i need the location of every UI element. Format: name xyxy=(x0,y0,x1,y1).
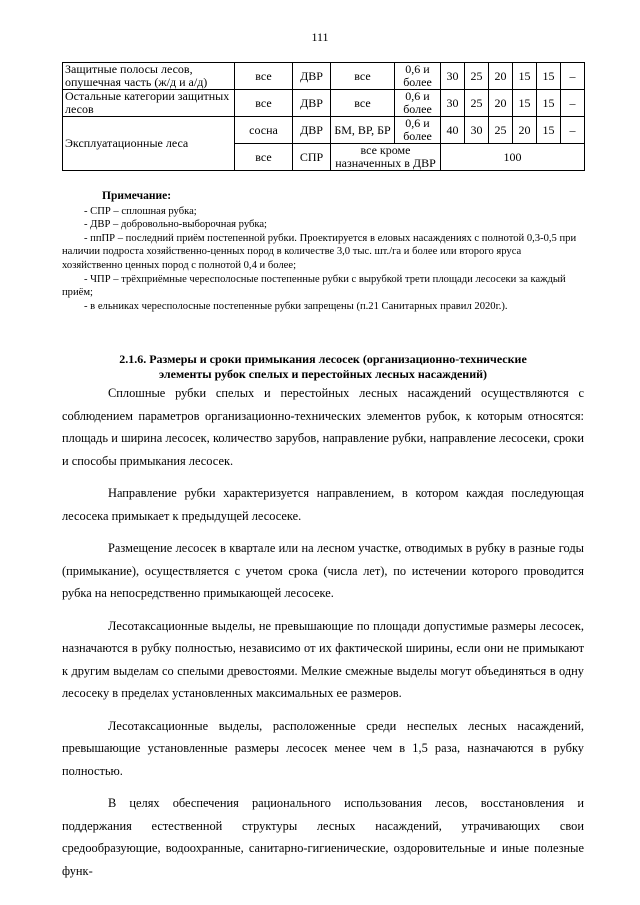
species-cell: все xyxy=(235,63,293,90)
note-item: - ЧПР – трёхприёмные чересполосные постепенные рубки с вырубкой трети площади лесосеки за каждый приём; xyxy=(62,273,566,299)
intensity-cell: 0,6 и более xyxy=(395,63,441,90)
value-cell: 40 xyxy=(441,117,465,144)
value-cell: – xyxy=(561,63,585,90)
value-cell: 25 xyxy=(465,90,489,117)
cut-type-cell: СПР xyxy=(293,144,331,171)
intensity-cell: 0,6 и более xyxy=(395,117,441,144)
species-cell: все xyxy=(235,90,293,117)
cut-type-cell: ДВР xyxy=(293,63,331,90)
value-cell: 30 xyxy=(441,90,465,117)
note-item: - ДВР – добровольно-выборочная рубка; xyxy=(84,219,268,231)
value-cell: 15 xyxy=(513,63,537,90)
value-cell: 15 xyxy=(537,63,561,90)
value-cell: 20 xyxy=(513,117,537,144)
trees-cell: все xyxy=(331,63,395,90)
value-cell: 20 xyxy=(489,63,513,90)
category-cell: Эксплуатационные леса xyxy=(63,117,235,171)
paragraph: Лесотаксационные выделы, не превышающие по площади допустимые размеры лесосек, назначаются в рубку полностью, независимо от их фактической ширины, если они не примыкают к другим выделам со спелыми древостоями. Мелкие смежные выделы могут объединяться в одну лесосеку в пределах установленных максимальных ее размеров. xyxy=(62,618,584,700)
table-row xyxy=(63,63,585,90)
paragraph: В целях обеспечения рационального использования лесов, восстановления и поддержания естественной структуры лесных насаждений, утрачивающих свои средообразующие, водоохранные, санитарно-гигиенические, оздоровительные и иные полезные функ- xyxy=(62,796,584,878)
note-item: - в ельниках чересполосные постепенные рубки запрещены (п.21 Санитарных правил 2020г.). xyxy=(84,300,508,312)
merged-value-cell: 100 xyxy=(441,144,585,171)
paragraph: Направление рубки характеризуется направлением, в котором каждая последующая лесосека примыкает к предыдущей лесосеке. xyxy=(62,486,584,523)
cut-type-cell: ДВР xyxy=(293,117,331,144)
value-cell: 15 xyxy=(537,117,561,144)
note-block xyxy=(62,190,584,313)
section-heading-line: элементы рубок спелых и перестойных лесных насаждений) xyxy=(158,367,488,381)
intensity-cell: 0,6 и более xyxy=(395,90,441,117)
value-cell: – xyxy=(561,117,585,144)
section-heading xyxy=(62,352,584,382)
value-cell: 15 xyxy=(513,90,537,117)
table-row xyxy=(63,117,585,144)
value-cell: 25 xyxy=(489,117,513,144)
note-item: - ппПР – последний приём постепенной рубки. Проектируется в еловых насаждениях с полнотой 0,3-0,5 при наличии подроста хозяйственно-ценных пород в количестве 3,0 тыс. шт./га и более или второго яруса хозяйственно ценных пород с полнотой 0,4 и более; xyxy=(62,232,577,271)
value-cell: 15 xyxy=(537,90,561,117)
section-body xyxy=(62,382,584,892)
note-item: - СПР – сплошная рубка; xyxy=(84,205,197,217)
category-cell: Защитные полосы лесов, опушечная часть (ж/д и а/д) xyxy=(63,63,235,90)
cutting-parameters-table xyxy=(62,62,585,171)
section-heading-line: 2.1.6. Размеры и сроки примыкания лесосек (организационно-технические xyxy=(119,352,527,366)
paragraph: Размещение лесосек в квартале или на лесном участке, отводимых в рубку в разные годы (примыкание), осуществляется с учетом срока (числа лет), по истечении которого проводится рубка на непосредственно примыкающей лесосеке. xyxy=(62,541,584,600)
value-cell: 30 xyxy=(465,117,489,144)
page-number: 111 xyxy=(311,30,329,44)
trees-cell: все xyxy=(331,90,395,117)
species-cell: все xyxy=(235,144,293,171)
paragraph: Лесотаксационные выделы, расположенные среди неспелых лесных насаждений, превышающие установленные размеры лесосек менее чем в 1,5 раза, назначаются в рубку полностью. xyxy=(62,718,584,778)
value-cell: 20 xyxy=(489,90,513,117)
note-title: Примечание: xyxy=(102,190,172,202)
paragraph: Сплошные рубки спелых и перестойных лесных насаждений осуществляются с соблюдением параметров организационно-технических элементов рубок, к которым относятся: площадь и ширина лесосек, количество зарубов, направление рубки, направление лесосеки, сроки и способы примыкания лесосек. xyxy=(62,386,584,468)
trees-cell: все кроме назначенных в ДВР xyxy=(331,144,441,171)
value-cell: – xyxy=(561,90,585,117)
value-cell: 30 xyxy=(441,63,465,90)
category-cell: Остальные категории защитных лесов xyxy=(63,90,235,117)
value-cell: 25 xyxy=(465,63,489,90)
trees-cell: БМ, ВР, БР xyxy=(331,117,395,144)
table-row xyxy=(63,90,585,117)
species-cell: сосна xyxy=(235,117,293,144)
cut-type-cell: ДВР xyxy=(293,90,331,117)
